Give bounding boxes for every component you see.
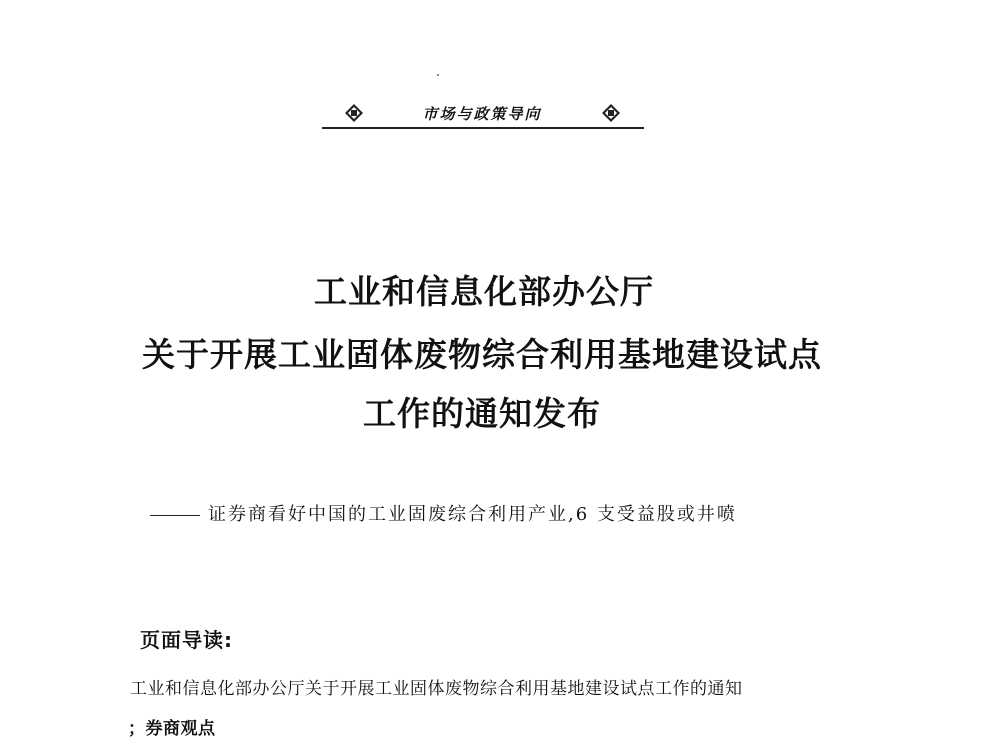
subtitle-text: 证券商看好中国的工业固废综合利用产业,6 支受益股或井喷 [208, 504, 737, 525]
header-rule [322, 127, 644, 129]
article-title-line-1: 工业和信息化部办公厅 [314, 272, 654, 311]
page-guide-heading: 页面导读: [140, 628, 233, 652]
scan-speck [437, 74, 439, 76]
article-title-line-2: 关于开展工业固体废物综合利用基地建设试点 [142, 335, 822, 374]
article-subtitle [150, 500, 910, 526]
running-header [322, 100, 644, 130]
article-title-line-3: 工作的通知发布 [363, 394, 601, 433]
diamond-ornament-icon [602, 104, 620, 122]
page-guide-item-1: 工业和信息化部办公厅关于开展工业固体废物综合利用基地建设试点工作的通知 [130, 679, 743, 699]
section-category-title: 市场与政策导向 [422, 105, 542, 123]
diamond-ornament-icon [345, 104, 363, 122]
em-dash-rule [150, 515, 200, 516]
page-guide-item-2: ；券商观点 [128, 719, 216, 739]
